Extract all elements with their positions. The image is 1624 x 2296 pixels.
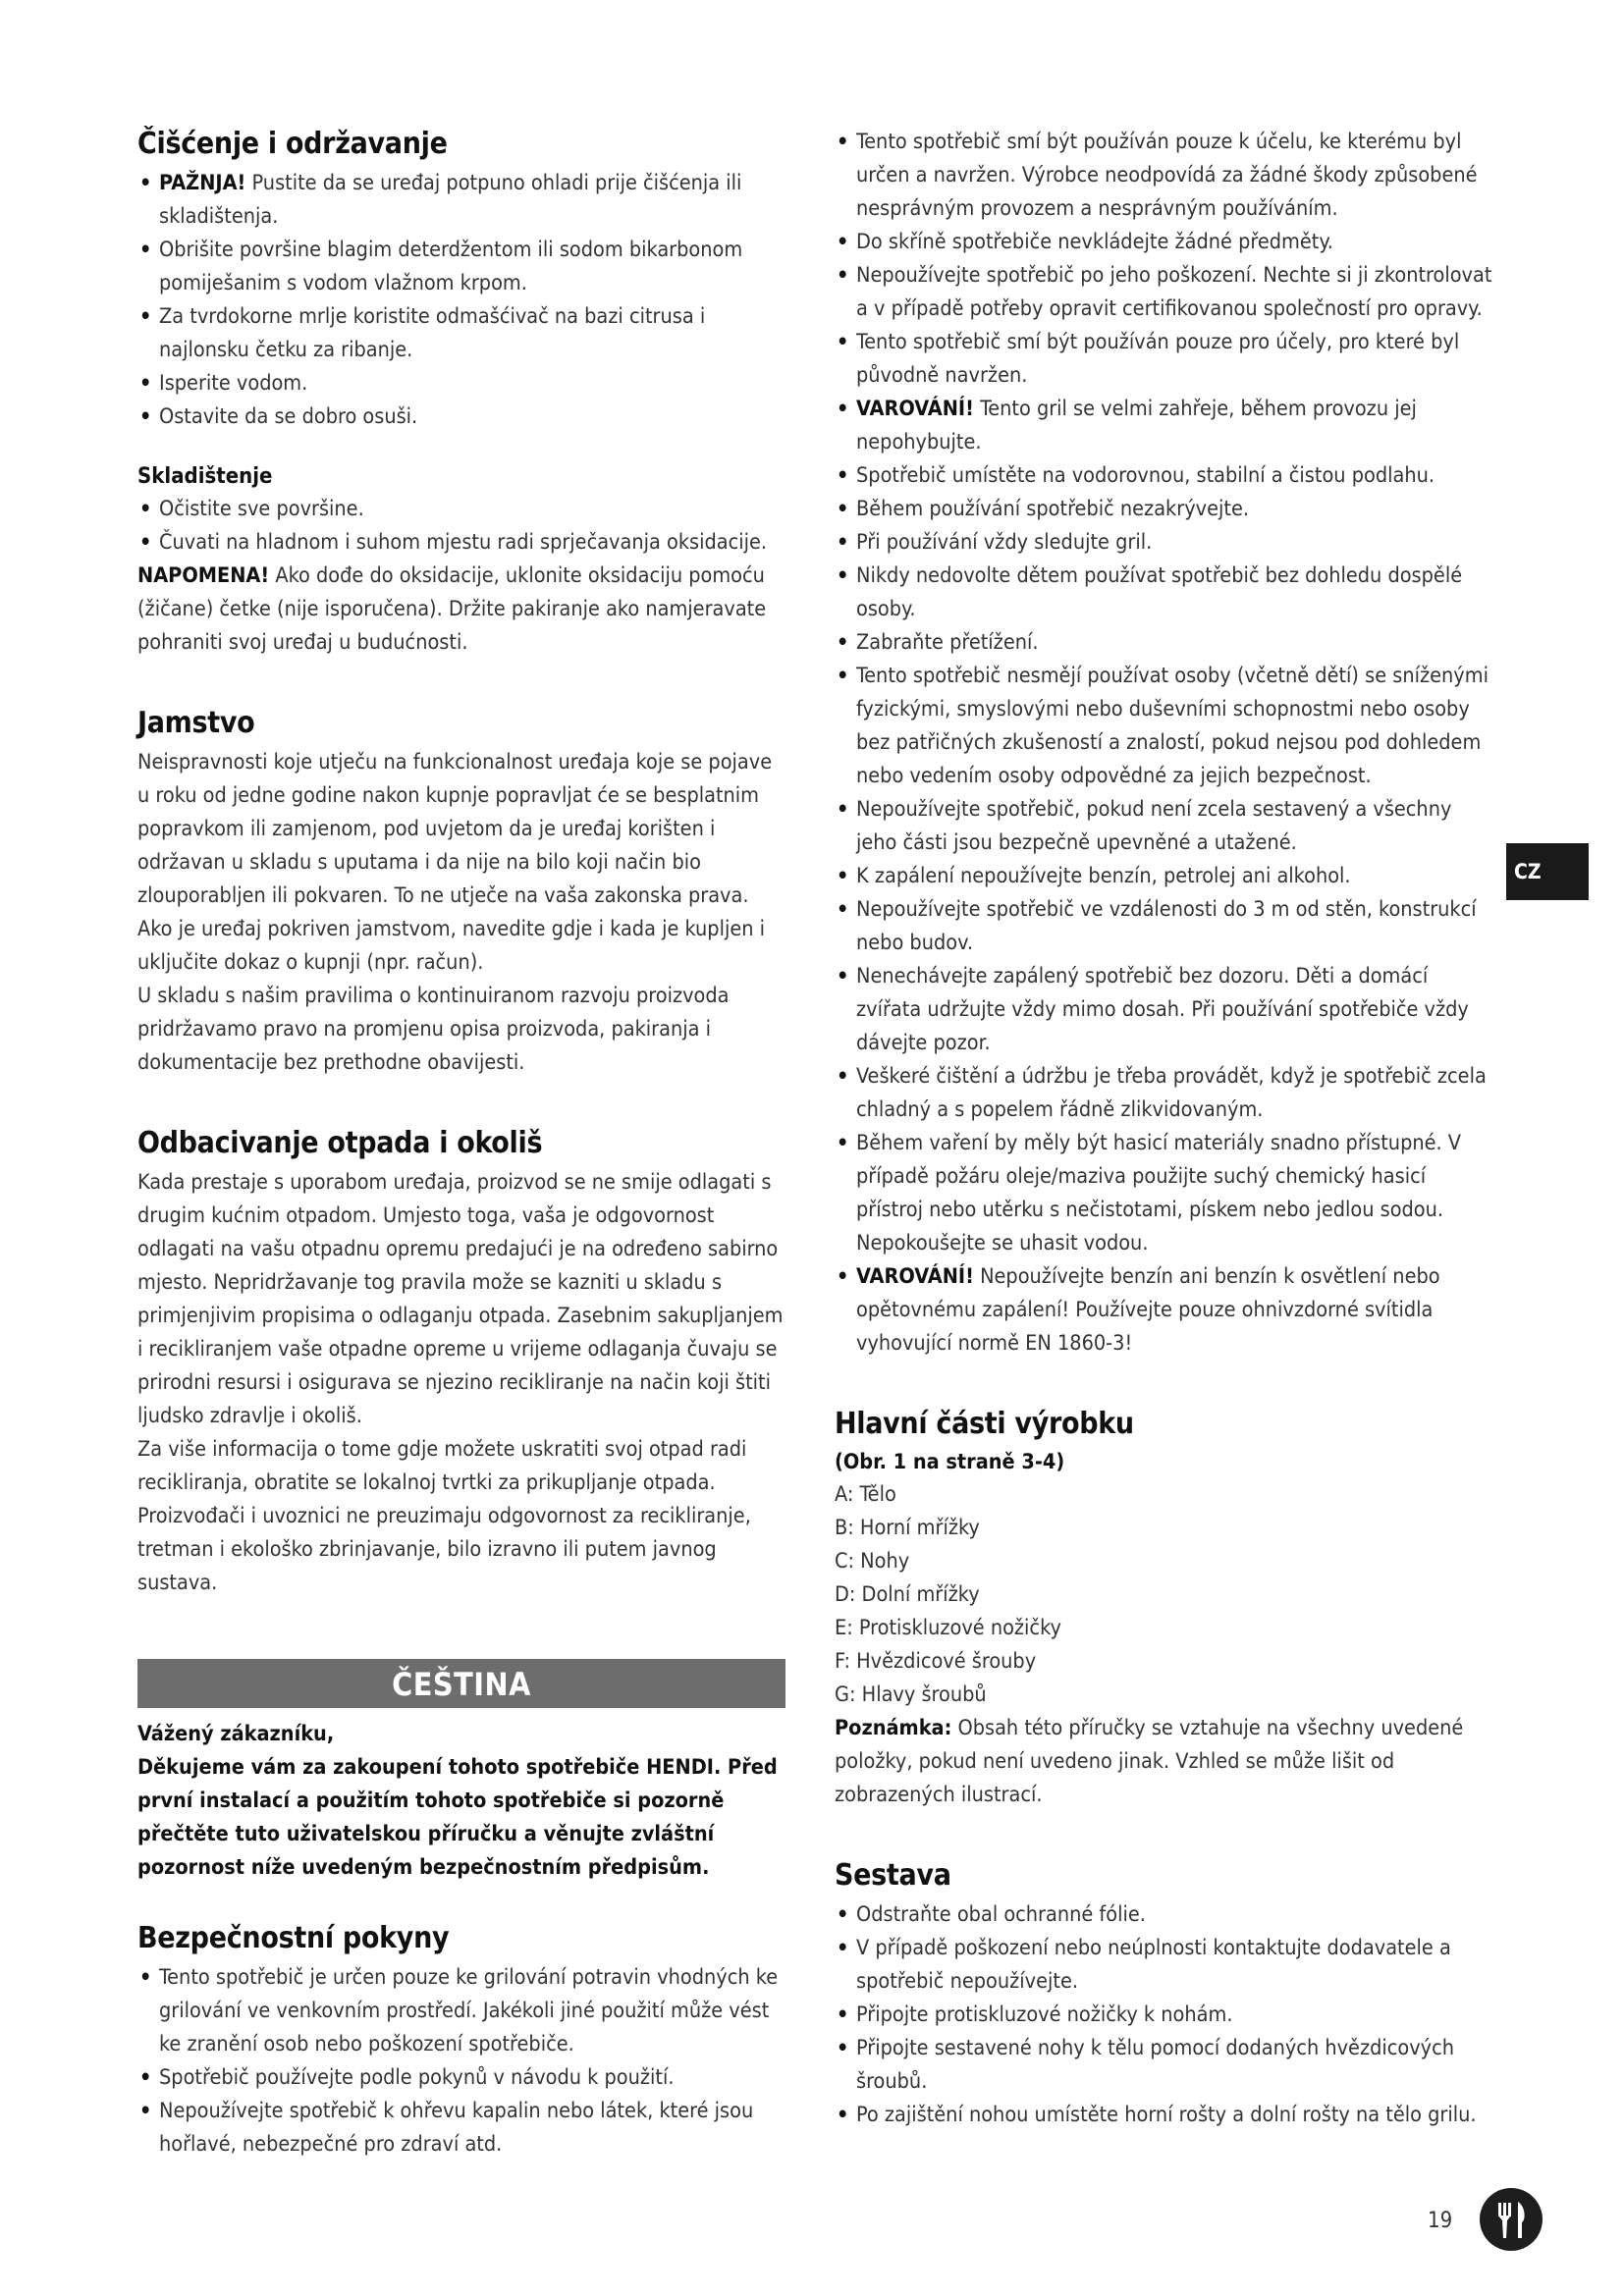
list-item: • Nepoužívejte spotřebič k ohřevu kapalin nebo látek, které jsou hořlavé, nebezpečné pro zdraví atd. xyxy=(137,2095,785,2162)
list-item: • VAROVÁNÍ! Tento gril se velmi zahřeje, během provozu jej nepohybujte. xyxy=(835,393,1494,459)
safety-list xyxy=(137,1961,785,2162)
parts-note: Poznámka: Obsah této příručky se vztahuje na všechny uvedené položky, pokud není uvedeno jinak. Vzhled se může lišit od zobrazených ilustrací. xyxy=(835,1716,1464,1807)
list-item: • Nepoužívejte spotřebič, pokud není zcela sestavený a všechny jeho části jsou bezpečně upevněné a utažené. xyxy=(835,793,1494,860)
warranty-section xyxy=(137,705,785,1080)
part-item: E: Protiskluzové nožičky xyxy=(835,1616,1061,1640)
list-item: • Obrišite površine blagim deterdžentom ili sodom bikarbonom pomiješanim s vodom vlažnom krpom. xyxy=(137,234,785,300)
list-item: • Spotřebič používejte podle pokynů v návodu k použití. xyxy=(137,2061,785,2095)
part-item: G: Hlavy šroubů xyxy=(835,1682,987,1707)
storage-section xyxy=(137,461,785,660)
safety-list-continued xyxy=(835,126,1494,1361)
list-item: • Očistite sve površine. xyxy=(137,493,785,526)
list-item: • Během vaření by měly být hasicí materiály snadno přístupné. V případě požáru oleje/maziva použijte suchý chemický hasicí přístroj nebo utěrku s nečistotami, pískem nebo jedlou sodou. Nepokoušejte se uhasit vodou. xyxy=(835,1127,1494,1260)
list-item: • Odstraňte obal ochranné fólie. xyxy=(835,1898,1494,1932)
list-item: • Ostavite da se dobro osuši. xyxy=(137,400,785,434)
list-item: • PAŽNJA! Pustite da se uređaj potpuno ohladi prije čišćenja ili skladištenja. xyxy=(137,167,785,234)
fork-knife-logo-icon xyxy=(1479,2187,1543,2252)
list-item: • Při používání vždy sledujte gril. xyxy=(835,526,1494,560)
list-item: • Po zajištění nohou umístěte horní rošty a dolní rošty na tělo grilu. xyxy=(835,2099,1494,2132)
list-item: • Nikdy nedovolte dětem používat spotřebič bez dohledu dospělé osoby. xyxy=(835,560,1494,626)
left-column xyxy=(137,126,785,2162)
list-item: • Během používání spotřebič nezakrývejte. xyxy=(835,493,1494,526)
storage-title: Skladištenje xyxy=(137,464,273,489)
list-item: • Nepoužívejte spotřebič po jeho poškození. Nechte si ji zkontrolovat a v případě potřeby opravit certifikovanou společností pro opravy. xyxy=(835,259,1494,326)
right-column xyxy=(835,126,1494,2132)
list-item: • Připojte sestavené nohy k tělu pomocí dodaných hvězdicových šroubů. xyxy=(835,2032,1494,2099)
page-number: 19 xyxy=(1428,2209,1453,2233)
list-item: • Čuvati na hladnom i suhom mjestu radi sprječavanja oksidacije. xyxy=(137,526,785,560)
assembly-section xyxy=(835,1857,1494,2132)
greeting: Vážený zákazníku, xyxy=(137,1722,335,1746)
language-banner: ČEŠTINA xyxy=(137,1659,785,1708)
warranty-title: Jamstvo xyxy=(137,706,255,740)
list-item: • K zapálení nepoužívejte benzín, petrolej ani alkohol. xyxy=(835,860,1494,893)
disposal-paragraph: Za više informacija o tome gdje možete uskratiti svoj otpad radi recikliranja, obratite se lokalnoj tvrtki za prikupljanje otpada. Proizvođači i uvoznici ne preuzimaju odgovornost za recikliranje, tretman i ekološko zbrinjavanje, bilo izravno ili putem javnog sustava. xyxy=(137,1437,751,1595)
part-item: F: Hvězdicové šrouby xyxy=(835,1649,1037,1674)
list-item: • VAROVÁNÍ! Nepoužívejte benzín ani benzín k osvětlení nebo opětovnému zapálení! Používejte pouze ohnivzdorné svítidla vyhovující normě EN 1860-3! xyxy=(835,1260,1494,1361)
parts-title: Hlavní části výrobku xyxy=(835,1407,1134,1441)
safety-section xyxy=(137,1920,785,2162)
cleaning-section xyxy=(137,126,785,434)
list-item: • Nepoužívejte spotřebič ve vzdálenosti do 3 m od stěn, konstrukcí nebo budov. xyxy=(835,893,1494,960)
parts-section xyxy=(835,1406,1494,1812)
list-item: • Do skříně spotřebiče nevkládejte žádné předměty. xyxy=(835,226,1494,259)
list-item: • Spotřebič umístěte na vodorovnou, stabilní a čistou podlahu. xyxy=(835,459,1494,493)
safety-title: Bezpečnostní pokyny xyxy=(137,1921,450,1955)
list-item: • Tento spotřebič nesmějí používat osoby (včetně dětí) se sníženými fyzickými, smyslovými nebo duševními schopnostmi nebo osoby bez patřičných zkušeností a znalostí, pokud nejsou pod dohledem nebo vedením osoby odpovědné za jejich bezpečnost. xyxy=(835,660,1494,793)
part-item: B: Horní mřížky xyxy=(835,1516,980,1540)
disposal-section xyxy=(137,1125,785,1600)
list-item: • Isperite vodom. xyxy=(137,367,785,400)
warranty-paragraph: Neispravnosti koje utječu na funkcionalnost uređaja koje se pojave u roku od jedne godine nakon kupnje popravljat će se besplatnim popravkom ili zamjenom, pod uvjetom da je uređaj korišten i održavan u skladu s uputama i da nije na bilo koji način bio zlouporabljen ili pokvaren. To ne utječe na vaša zakonska prava. Ako je uređaj pokriven jamstvom, navedite gdje i kada je kupljen i uključite dokaz o kupnji (npr. račun). xyxy=(137,750,773,975)
cleaning-title: Čišćenje i održavanje xyxy=(137,127,448,161)
disposal-title: Odbacivanje otpada i okoliš xyxy=(137,1126,543,1160)
assembly-title: Sestava xyxy=(835,1858,951,1893)
disposal-paragraph: Kada prestaje s uporabom uređaja, proizvod se ne smije odlagati s drugim kućnim otpadom. Umjesto toga, vaša je odgovornost odlagati na vašu otpadnu opremu predajući je na određeno sabirno mjesto. Nepridržavanje tog pravila može se kazniti u skladu s primjenjivim propisima o odlaganju otpada. Zasebnim sakupljanjem i recikliranjem vaše otpadne opreme u vrijeme odlaganja čuvaju se prirodni resursi i osigurava se njezino recikliranje na način koji štiti ljudsko zdravlje i okoliš. xyxy=(137,1170,784,1428)
list-item: • V případě poškození nebo neúplnosti kontaktujte dodavatele a spotřebič nepoužívejte. xyxy=(835,1932,1494,1999)
list-item: • Veškeré čištění a údržbu je třeba provádět, když je spotřebič zcela chladný a s popelem řádně zlikvidovaným. xyxy=(835,1060,1494,1127)
parts-subtitle: (Obr. 1 na straně 3-4) xyxy=(835,1450,1065,1474)
list-item: • Tento spotřebič je určen pouze ke grilování potravin vhodných ke grilování ve venkovním prostředí. Jakékoli jiné použití může vést ke zranění osob nebo poškození spotřebiče. xyxy=(137,1961,785,2061)
intro-text: Děkujeme vám za zakoupení tohoto spotřebiče HENDI. Před první instalací a použitím tohoto spotřebiče si pozorně přečtěte tuto uživatelskou příručku a věnujte zvláštní pozornost níže uvedeným bezpečnostním předpisům. xyxy=(137,1755,778,1880)
list-item: • Nenechávejte zapálený spotřebič bez dozoru. Děti a domácí zvířata udržujte vždy mimo dosah. Při používání spotřebiče vždy dávejte pozor. xyxy=(835,960,1494,1060)
part-item: C: Nohy xyxy=(835,1549,910,1574)
list-item: • Tento spotřebič smí být používán pouze pro účely, pro které byl původně navržen. xyxy=(835,326,1494,393)
part-item: A: Tělo xyxy=(835,1482,896,1507)
warranty-paragraph: U skladu s našim pravilima o kontinuiranom razvoju proizvoda pridržavamo pravo na promjenu opisa proizvoda, pakiranja i dokumentacije bez prethodne obavijesti. xyxy=(137,984,730,1075)
list-item: • Připojte protiskluzové nožičky k nohám. xyxy=(835,1999,1494,2032)
language-tab: CZ xyxy=(1506,843,1589,900)
list-item: • Tento spotřebič smí být používán pouze k účelu, ke kterému byl určen a navržen. Výrobce neodpovídá za žádné škody způsobené nesprávným provozem a nesprávným používáním. xyxy=(835,126,1494,226)
list-item: • Zabraňte přetížení. xyxy=(835,626,1494,660)
part-item: D: Dolní mřížky xyxy=(835,1582,980,1607)
cleaning-list xyxy=(137,167,785,434)
storage-note: NAPOMENA! Ako dođe do oksidacije, uklonite oksidaciju pomoću (žičane) četke (nije isporučena). Držite pakiranje ako namjeravate pohraniti svoj uređaj u budućnosti. xyxy=(137,563,767,655)
assembly-list xyxy=(835,1898,1494,2132)
storage-list xyxy=(137,493,785,560)
list-item: • Za tvrdokorne mrlje koristite odmašćivač na bazi citrusa i najlonsku četku za ribanje. xyxy=(137,300,785,367)
